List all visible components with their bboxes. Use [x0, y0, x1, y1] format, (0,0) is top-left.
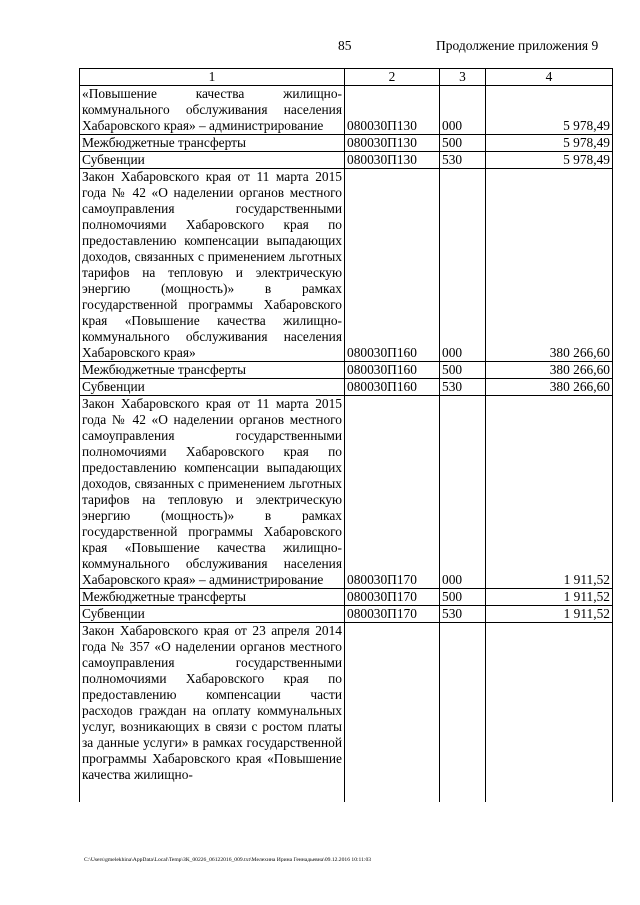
- table-row: [80, 589, 613, 606]
- row-amount: 5 978,49: [486, 135, 613, 152]
- table-row: [80, 606, 613, 623]
- row-name: Закон Хабаровского края от 11 марта 2015 года № 42 «О наделении органов местного самоуправления государственными полномочиями Хабаровского края по предоставлению компенсации выпадающих доходов, связанных с применением льготных тарифов на тепловую и электрическую энергию (мощность)» в рамках государственной программы Хабаровского края «Повышение качества жилищно-коммунального обслуживания населения Хабаровского края» – администрирование: [80, 396, 345, 589]
- row-amount: [486, 623, 613, 803]
- row-type: 530: [440, 152, 486, 169]
- table-row: [80, 135, 613, 152]
- table-header-row: [80, 69, 613, 86]
- row-code: 080030П170: [345, 606, 440, 623]
- row-type: 000: [440, 86, 486, 135]
- row-type: 500: [440, 589, 486, 606]
- row-name: Субвенции: [80, 152, 345, 169]
- row-code: 080030П130: [345, 86, 440, 135]
- column-header: 1: [80, 69, 345, 86]
- row-amount: 380 266,60: [486, 169, 613, 362]
- table-row: [80, 396, 613, 589]
- continuation-label: Продолжение приложения 9: [436, 38, 599, 53]
- row-name: Межбюджетные трансферты: [80, 589, 345, 606]
- row-type: 530: [440, 379, 486, 396]
- table-row: [80, 379, 613, 396]
- row-type: 530: [440, 606, 486, 623]
- row-type: 000: [440, 169, 486, 362]
- table-row: [80, 152, 613, 169]
- row-name: Закон Хабаровского края от 23 апреля 2014 года № 357 «О наделении органов местного самоуправления государственными полномочиями Хабаровского края по предоставлению компенсации части расходов граждан на оплату коммунальных услуг, возникающих в связи с ростом платы за данные услуги» в рамках государственной программы Хабаровского края «Повышение качества жилищно-: [80, 623, 345, 803]
- row-amount: 1 911,52: [486, 606, 613, 623]
- row-code: 080030П170: [345, 589, 440, 606]
- table-row: [80, 623, 613, 803]
- row-name: Субвенции: [80, 606, 345, 623]
- row-code: 080030П160: [345, 379, 440, 396]
- page-number: 85: [338, 38, 352, 53]
- row-amount: 380 266,60: [486, 379, 613, 396]
- row-amount: 1 911,52: [486, 589, 613, 606]
- row-name: Межбюджетные трансферты: [80, 362, 345, 379]
- row-type: [440, 623, 486, 803]
- row-type: 000: [440, 396, 486, 589]
- row-amount: 5 978,49: [486, 86, 613, 135]
- row-name: Межбюджетные трансферты: [80, 135, 345, 152]
- column-header: 3: [440, 69, 486, 86]
- table-row: [80, 169, 613, 362]
- row-code: [345, 623, 440, 803]
- footer-file-path: C:\Users\gmelekhina\AppData\Local\Temp\ЗК_00226_06122016_009.txt\Мелехина Ирина Геннадьевна\09.12.2016 10:11:03: [84, 857, 372, 863]
- table-row: [80, 86, 613, 135]
- column-header: 4: [486, 69, 613, 86]
- row-amount: 380 266,60: [486, 362, 613, 379]
- row-code: 080030П130: [345, 135, 440, 152]
- row-code: 080030П130: [345, 152, 440, 169]
- table-row: [80, 362, 613, 379]
- row-type: 500: [440, 362, 486, 379]
- budget-table: [79, 68, 613, 802]
- row-name: Субвенции: [80, 379, 345, 396]
- row-code: 080030П160: [345, 169, 440, 362]
- column-header: 2: [345, 69, 440, 86]
- row-amount: 1 911,52: [486, 396, 613, 589]
- row-name: «Повышение качества жилищно-коммунального обслуживания населения Хабаровского края» – администрирование: [80, 86, 345, 135]
- row-name: Закон Хабаровского края от 11 марта 2015 года № 42 «О наделении органов местного самоуправления государственными полномочиями Хабаровского края по предоставлению компенсации выпадающих доходов, связанных с применением льготных тарифов на тепловую и электрическую энергию (мощность)» в рамках государственной программы Хабаровского края «Повышение качества жилищно-коммунального обслуживания населения Хабаровского края»: [80, 169, 345, 362]
- row-code: 080030П160: [345, 362, 440, 379]
- row-code: 080030П170: [345, 396, 440, 589]
- row-amount: 5 978,49: [486, 152, 613, 169]
- row-type: 500: [440, 135, 486, 152]
